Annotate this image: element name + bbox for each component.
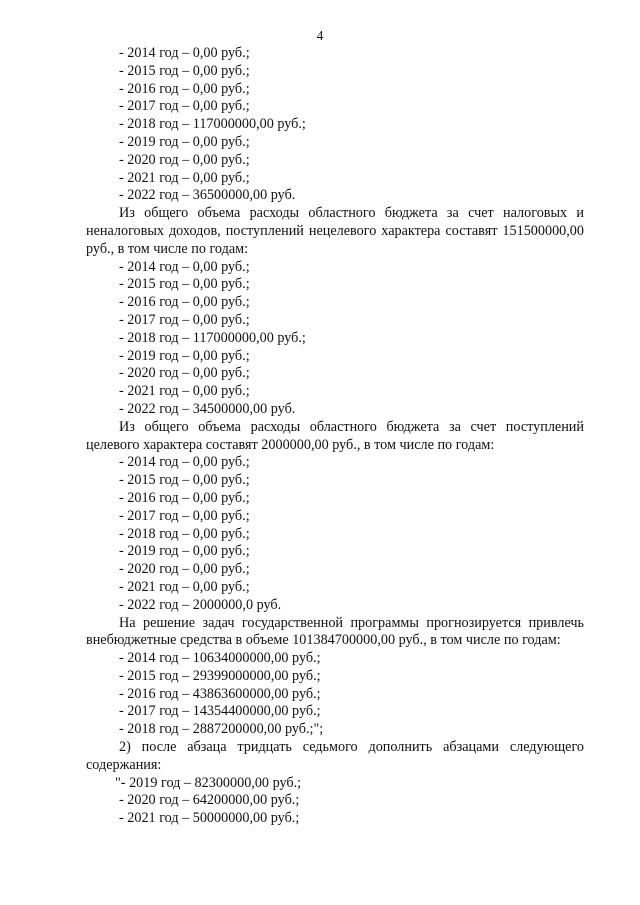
list-item: "- 2019 год – 82300000,00 руб.; [115,774,302,791]
list-item: - 2016 год – 43863600000,00 руб.; [119,685,321,702]
budget-years-list-4 [86,650,584,739]
list-item: - 2018 год – 0,00 руб.; [119,525,250,542]
list-item: - 2020 год – 64200000,00 руб.; [119,792,300,809]
list-item: - 2014 год – 0,00 руб.; [119,258,250,275]
list-item: - 2016 год – 0,00 руб.; [119,80,250,97]
list-item: - 2017 год – 0,00 руб.; [119,311,250,328]
budget-years-list-3 [86,454,584,614]
budget-years-list-2 [86,259,584,419]
list-item: - 2022 год – 34500000,00 руб. [119,400,296,417]
list-item: - 2020 год – 0,00 руб.; [119,561,250,578]
budget-years-list-5 [86,775,584,828]
list-item: - 2017 год – 0,00 руб.; [119,98,250,115]
list-item: - 2017 год – 0,00 руб.; [119,507,250,524]
list-item: - 2022 год – 2000000,0 руб. [119,596,282,613]
list-item: - 2019 год – 0,00 руб.; [119,347,250,364]
budget-years-list-1 [86,45,584,205]
list-item: - 2019 год – 0,00 руб.; [119,133,250,150]
list-item: - 2016 год – 0,00 руб.; [119,294,250,311]
list-item: - 2018 год – 2887200000,00 руб.;"; [119,721,324,738]
list-item: - 2015 год – 0,00 руб.; [119,472,250,489]
list-item: - 2015 год – 29399000000,00 руб.; [119,667,321,684]
paragraph-amendment: 2) после абзаца тридцать седьмого дополнить абзацами следующего содержания: [86,739,584,773]
paragraph-tax-revenues: Из общего объема расходы областного бюджета за счет налоговых и неналоговых доходов, поступлений нецелевого характера составят 151500000,00 руб., в том числе по годам: [86,205,584,257]
list-item: - 2015 год – 0,00 руб.; [119,276,250,293]
page-number: 4 [316,28,324,43]
list-item: - 2014 год – 0,00 руб.; [119,454,250,471]
list-item: - 2018 год – 117000000,00 руб.; [119,116,306,133]
list-item: - 2019 год – 0,00 руб.; [119,543,250,560]
list-item: - 2014 год – 10634000000,00 руб.; [119,650,321,667]
paragraph-extrabudgetary-funds: На решение задач государственной программы прогнозируется привлечь внебюджетные средства в объеме 101384700000,00 руб., в том числе по годам: [86,614,584,649]
list-item: - 2021 год – 0,00 руб.; [119,383,250,400]
list-item: - 2014 год – 0,00 руб.; [119,45,250,61]
list-item: - 2022 год – 36500000,00 руб. [119,187,296,204]
list-item: - 2015 год – 0,00 руб.; [119,62,250,79]
document-body [86,45,584,828]
list-item: - 2021 год – 0,00 руб.; [119,578,250,595]
list-item: - 2018 год – 117000000,00 руб.; [119,329,306,346]
list-item: - 2021 год – 50000000,00 руб.; [119,810,300,827]
paragraph-targeted-revenues: Из общего объема расходы областного бюджета за счет поступлений целевого характера составят 2000000,00 руб., в том числе по годам: [86,418,584,453]
list-item: - 2016 год – 0,00 руб.; [119,489,250,506]
list-item: - 2020 год – 0,00 руб.; [119,365,250,382]
list-item: - 2020 год – 0,00 руб.; [119,151,250,168]
list-item: - 2021 год – 0,00 руб.; [119,169,250,186]
list-item: - 2017 год – 14354400000,00 руб.; [119,703,321,720]
